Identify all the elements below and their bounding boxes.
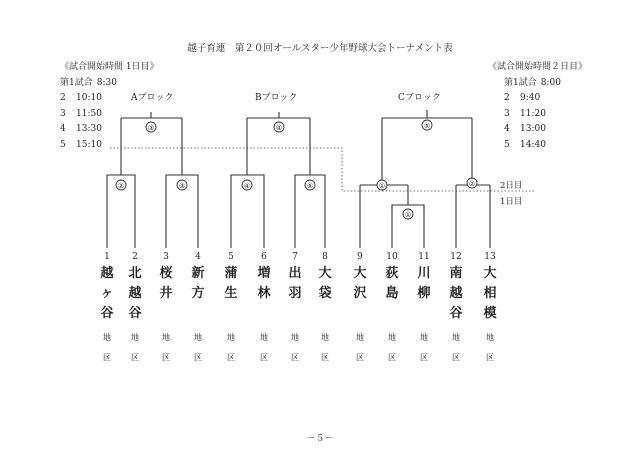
team-number: 6: [261, 252, 267, 262]
block-label-c: Cブロック: [398, 93, 441, 103]
schedule-game: 5: [60, 139, 66, 150]
team-district-char: 区: [131, 353, 139, 362]
team-district-char: 区: [356, 353, 364, 362]
team-name-char: 大: [318, 266, 332, 281]
game-blockA-right: ③: [178, 182, 186, 190]
team-name-char: 方: [191, 286, 205, 301]
game-blockC-sub: ①: [404, 211, 412, 219]
team-district-char: 区: [194, 353, 202, 362]
game-blockA-final: ③: [147, 124, 155, 132]
team-name-char: 南: [449, 266, 463, 281]
team-name-char: 谷: [100, 306, 114, 321]
team-column: [153, 250, 179, 368]
team-district-char: 地: [194, 333, 202, 342]
team-number: 4: [195, 252, 201, 262]
schedule-day1-header: 《試合開始時間 1日目》: [60, 62, 159, 72]
team-district-char: 地: [227, 333, 235, 342]
team-district-char: 区: [260, 353, 268, 362]
schedule-game: 3: [60, 108, 66, 119]
schedule-game: 4: [60, 124, 66, 134]
block-label-b: Bブロック: [255, 93, 298, 103]
team-number: 11: [418, 252, 430, 262]
team-column: [411, 250, 437, 368]
game-blockB-final: ④: [275, 124, 283, 132]
team-name-char: 川: [417, 266, 431, 281]
team-name-char: ヶ: [100, 286, 114, 301]
schedule-time: 8:30: [96, 77, 117, 88]
game-blockA-left: ②: [117, 182, 125, 190]
team-name-char: 袋: [318, 286, 332, 301]
team-number: 2: [132, 252, 138, 262]
team-number: 13: [484, 252, 496, 262]
day2-label: 2日目: [500, 181, 523, 191]
team-district-char: 区: [291, 353, 299, 362]
team-district-char: 区: [452, 353, 460, 362]
team-district-char: 区: [227, 353, 235, 362]
team-number: 3: [163, 252, 169, 262]
team-column: [282, 250, 308, 368]
team-number: 7: [292, 252, 298, 262]
team-name-char: 出: [288, 266, 302, 281]
team-name-char: 谷: [449, 306, 463, 321]
schedule-time: 14:40: [520, 139, 546, 150]
team-district-char: 区: [388, 353, 396, 362]
team-name-char: 大: [483, 266, 497, 281]
team-name-char: 井: [159, 286, 173, 301]
team-district-char: 地: [321, 333, 329, 342]
team-district-char: 地: [388, 333, 396, 342]
team-name-char: 桜: [159, 266, 173, 281]
team-district-char: 地: [162, 333, 170, 342]
team-name-char: 北: [128, 266, 142, 281]
schedule-time: 15:10: [76, 139, 102, 150]
team-column: [477, 250, 503, 368]
schedule-game: 第1試合: [60, 77, 93, 88]
team-name-char: 越: [100, 266, 114, 281]
team-name-char: 相: [483, 286, 497, 301]
team-name-char: 越: [449, 286, 463, 301]
team-name-char: 増: [257, 266, 271, 281]
team-name-char: 島: [385, 286, 399, 301]
schedule-time: 10:10: [76, 93, 102, 103]
schedule-day2-header: 《試合開始時間２日目》: [488, 62, 588, 72]
schedule-time: 11:50: [76, 108, 102, 119]
team-column: [185, 250, 211, 368]
schedule-time: 11:20: [520, 108, 546, 119]
team-district-char: 区: [486, 353, 494, 362]
team-district-char: 地: [452, 333, 460, 342]
schedule-game: 5: [504, 139, 510, 150]
schedule-game: 第1試合: [504, 77, 537, 88]
team-district-char: 区: [321, 353, 329, 362]
team-name-char: 生: [224, 286, 238, 301]
page-title: 越子育連 第２０回オールスター少年野球大会トーナメント表: [187, 43, 453, 54]
team-district-char: 地: [260, 333, 268, 342]
team-number: 10: [386, 252, 398, 262]
team-number: 5: [228, 252, 234, 262]
team-district-char: 地: [103, 333, 111, 342]
schedule-time: 13:30: [76, 124, 102, 134]
game-blockC-final: ⑤: [423, 122, 431, 130]
team-lines: [107, 180, 490, 248]
schedule-game: 3: [504, 108, 510, 119]
team-name-char: 林: [257, 286, 271, 301]
team-name-char: 模: [483, 306, 497, 321]
team-district-char: 区: [162, 353, 170, 362]
team-name-char: 新: [191, 266, 205, 281]
team-column: [122, 250, 148, 368]
team-district-char: 地: [420, 333, 428, 342]
schedule-time: 9:40: [520, 93, 541, 103]
day1-label: 1日目: [500, 197, 523, 207]
team-column: [379, 250, 405, 368]
team-name-char: 沢: [353, 286, 367, 301]
team-name-char: 柳: [417, 286, 431, 301]
schedule-time: 8:00: [540, 77, 561, 88]
team-column: [251, 250, 277, 368]
team-number: 12: [450, 252, 462, 262]
game-blockB-left: ④: [243, 182, 251, 190]
team-name-char: 羽: [288, 286, 302, 301]
team-district-char: 地: [131, 333, 139, 342]
team-district-char: 地: [486, 333, 494, 342]
team-district-char: 区: [420, 353, 428, 362]
team-column: [443, 250, 469, 368]
team-district-char: 地: [291, 333, 299, 342]
team-column: [218, 250, 244, 368]
page-number: －５－: [306, 434, 334, 444]
team-column: [347, 250, 373, 368]
game-blockB-right: ⑤: [306, 182, 314, 190]
team-column: [312, 250, 338, 368]
team-name-char: 越: [128, 286, 142, 301]
team-number: 9: [357, 252, 363, 262]
schedule-game: 2: [504, 93, 510, 103]
team-name-char: 大: [353, 266, 367, 281]
team-name-char: 荻: [385, 266, 399, 281]
team-district-char: 区: [103, 353, 111, 362]
game-blockC-right: ②: [468, 180, 476, 188]
schedule-time: 13:00: [520, 124, 546, 134]
team-number: 8: [322, 252, 328, 262]
team-name-char: 蒲: [224, 266, 238, 281]
team-district-char: 地: [356, 333, 364, 342]
schedule-game: 4: [504, 124, 510, 134]
team-name-char: 谷: [128, 306, 142, 321]
game-blockC-left: ①: [378, 182, 386, 190]
team-column: [94, 250, 120, 368]
team-number: 1: [104, 252, 110, 262]
block-label-a: Aブロック: [131, 93, 174, 103]
schedule-game: 2: [60, 93, 66, 103]
